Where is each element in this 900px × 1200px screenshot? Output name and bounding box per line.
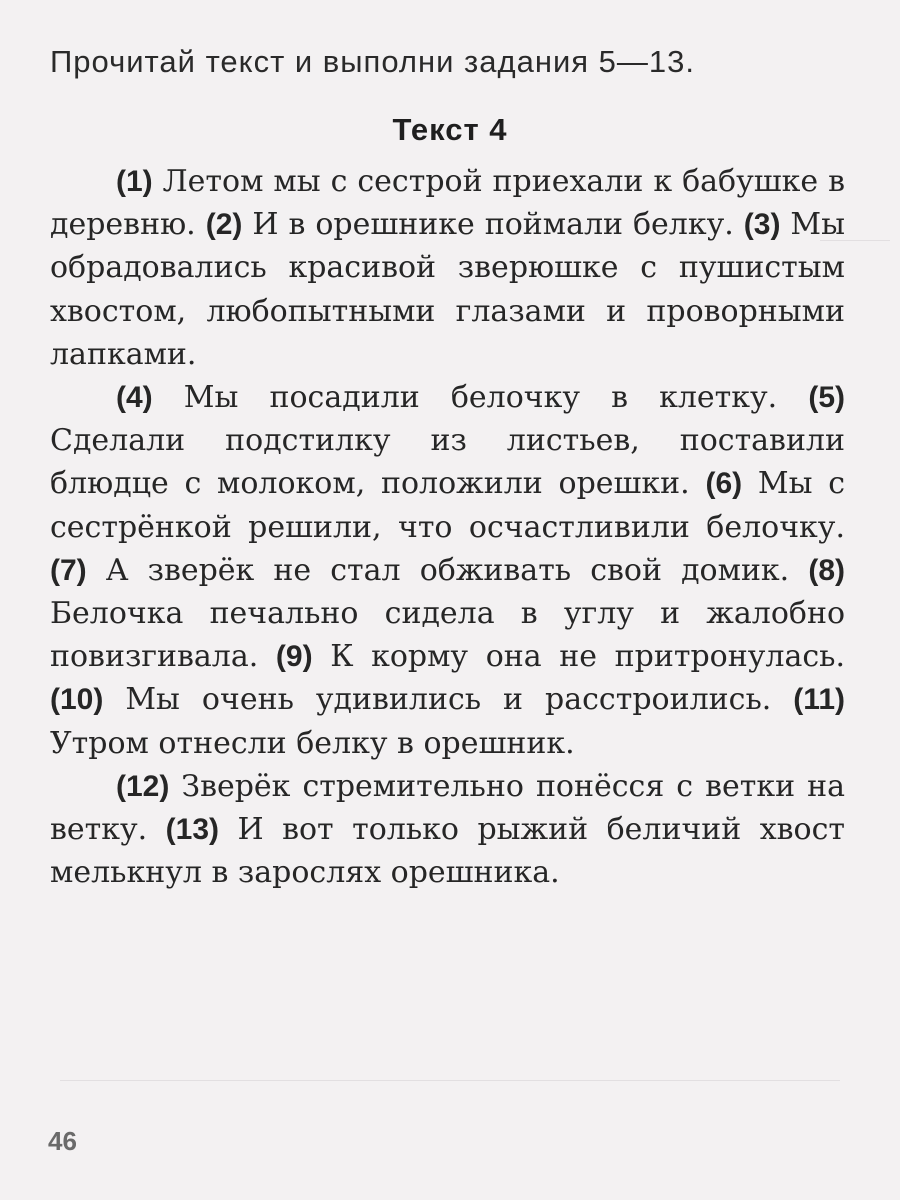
- text-body: [50, 160, 845, 894]
- sentence-number: (1): [116, 165, 153, 198]
- text-title: Текст 4: [392, 112, 508, 147]
- sentence-number: (13): [165, 813, 220, 847]
- sentence-number: (11): [793, 683, 845, 717]
- paragraph: [50, 160, 845, 376]
- sentence-number: (12): [116, 769, 170, 803]
- sentence-number: (7): [50, 553, 87, 587]
- sentence-text: Мы с сестрёнкой решили, что осчастливили белочку.: [50, 466, 845, 545]
- sentence-number: (8): [808, 553, 845, 587]
- sentence-text: Утром отнесли белку в орешник.: [50, 725, 575, 761]
- sentence-number: (5): [808, 381, 845, 415]
- sentence-text: Зверёк стремительно понёсся с ветки на ветку.: [50, 768, 845, 848]
- sentence-number: (6): [705, 467, 743, 501]
- bleed-through-line: [60, 1080, 840, 1081]
- sentence-number: (2): [205, 208, 243, 242]
- sentence-text: Сделали подстилку из листьев, поставили блюдце с молоком, положили орешки.: [50, 423, 845, 502]
- sentence-text: Летом мы с сестрой приехали к бабушке в деревню.: [50, 164, 845, 243]
- sentence-text: Мы обрадовались красивой зверюшке с пушистым хвостом, любопытными глазами и проворными лапками.: [50, 207, 845, 372]
- sentence-text: И в орешнике поймали белку.: [242, 207, 744, 243]
- paragraph: [50, 376, 845, 765]
- sentence-text: Белочка печально сидела в углу и жалобно повизгивала.: [50, 596, 845, 675]
- sentence-text: А зверёк не стал обживать свой домик.: [86, 552, 809, 588]
- task-instruction: Прочитай текст и выполни задания 5—13.: [50, 44, 695, 79]
- sentence-number: (3): [743, 208, 781, 242]
- sentence-text: И вот только рыжий беличий хвост мелькнул в зарослях орешника.: [50, 812, 846, 891]
- paragraph: [50, 765, 845, 895]
- sentence-number: (9): [275, 640, 313, 674]
- sentence-number: (10): [50, 683, 104, 717]
- page-number: 46: [48, 1126, 77, 1156]
- sentence-number: (4): [116, 381, 153, 415]
- sentence-text: К корму она не притронулась.: [312, 639, 845, 675]
- sentence-text: Мы очень удивились и расстроились.: [103, 682, 794, 718]
- sentence-text: Мы посадили белочку в клетку.: [152, 380, 809, 416]
